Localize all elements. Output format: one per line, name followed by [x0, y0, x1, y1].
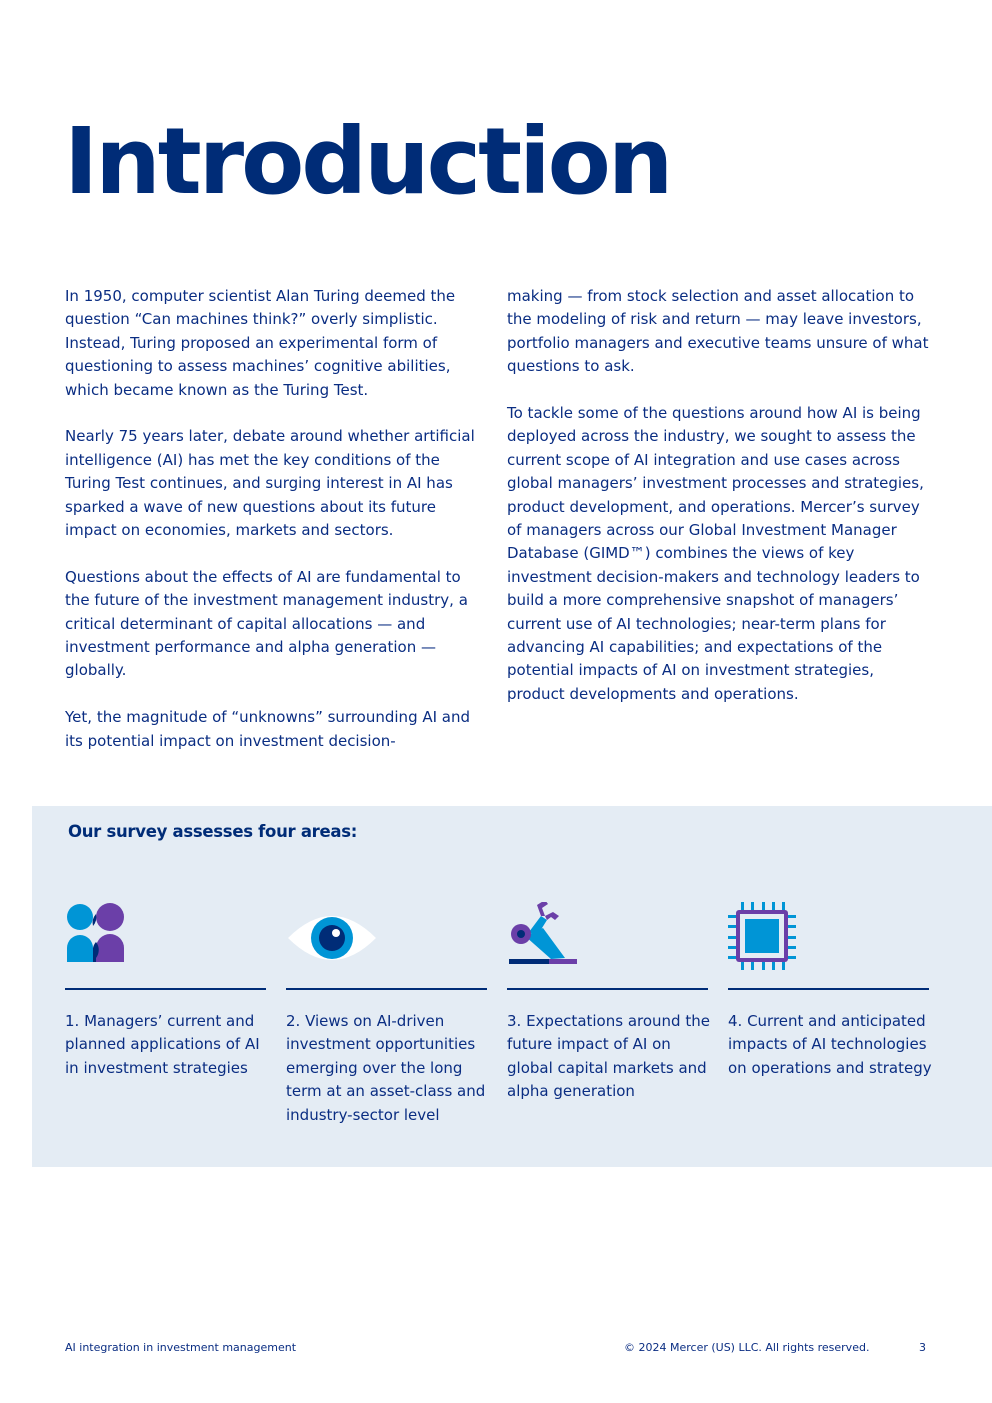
paragraph: Yet, the magnitude of “unknowns” surrounding AI and its potential impact on investment decision- [65, 708, 471, 750]
paragraph: Nearly 75 years later, debate around whether artificial intelligence (AI) has met the key conditions of the Turing Test continues, and surging interest in AI has sparked a wave of new questions about its future impact on economies, markets and sectors. [65, 427, 475, 540]
area-description: 3. Expectations around the future impact of AI on global capital markets and alpha generation [507, 1012, 710, 1101]
footer-copyright: © 2024 Mercer (US) LLC. All rights reserved. [624, 1341, 870, 1354]
robotic-arm-icon [507, 902, 587, 974]
divider [728, 988, 929, 990]
intro-right-column [507, 285, 932, 730]
people-icon [65, 902, 127, 966]
paragraph: making — from stock selection and asset allocation to the modeling of risk and return — may leave investors, portfolio managers and executive teams unsure of what questions to ask. [507, 287, 929, 376]
survey-areas-panel [32, 806, 992, 1167]
microchip-icon [728, 902, 798, 972]
area-description: 4. Current and anticipated impacts of AI technologies on operations and strategy [728, 1012, 932, 1077]
page-number: 3 [919, 1341, 926, 1354]
paragraph: To tackle some of the questions around how AI is being deployed across the industry, we sought to assess the current scope of AI integration and use cases across global managers’ investment processes and strategies, product development, and operations. Mercer’s survey of managers across our Global Investment Manager Database (GIMD™) combines the views of key investment decision-makers and technology leaders to build a more comprehensive snapshot of managers’ current use of AI technologies; near-term plans for advancing AI capabilities; and expectations of the potential impacts of AI on investment strategies, product developments and operations. [507, 404, 924, 703]
area-description: 2. Views on AI-driven investment opportunities emerging over the long term at an asset-class and industry-sector level [286, 1012, 486, 1124]
footer-publication-title: AI integration in investment management [65, 1341, 297, 1354]
page-title: Introduction [64, 108, 671, 215]
divider [286, 988, 487, 990]
eye-icon [286, 902, 378, 966]
divider [507, 988, 708, 990]
paragraph: In 1950, computer scientist Alan Turing deemed the question “Can machines think?” overly simplistic. Instead, Turing proposed an experimental form of questioning to assess machines’ cognitive abilities, which became known as the Turing Test. [65, 287, 456, 399]
divider [65, 988, 266, 990]
survey-heading: Our survey assesses four areas: [68, 822, 358, 841]
paragraph: Questions about the effects of AI are fundamental to the future of the investment management industry, a critical determinant of capital allocations — and investment performance and alpha generation — globally. [65, 567, 468, 680]
intro-left-column [65, 285, 490, 776]
area-description: 1. Managers’ current and planned applications of AI in investment strategies [65, 1012, 260, 1077]
